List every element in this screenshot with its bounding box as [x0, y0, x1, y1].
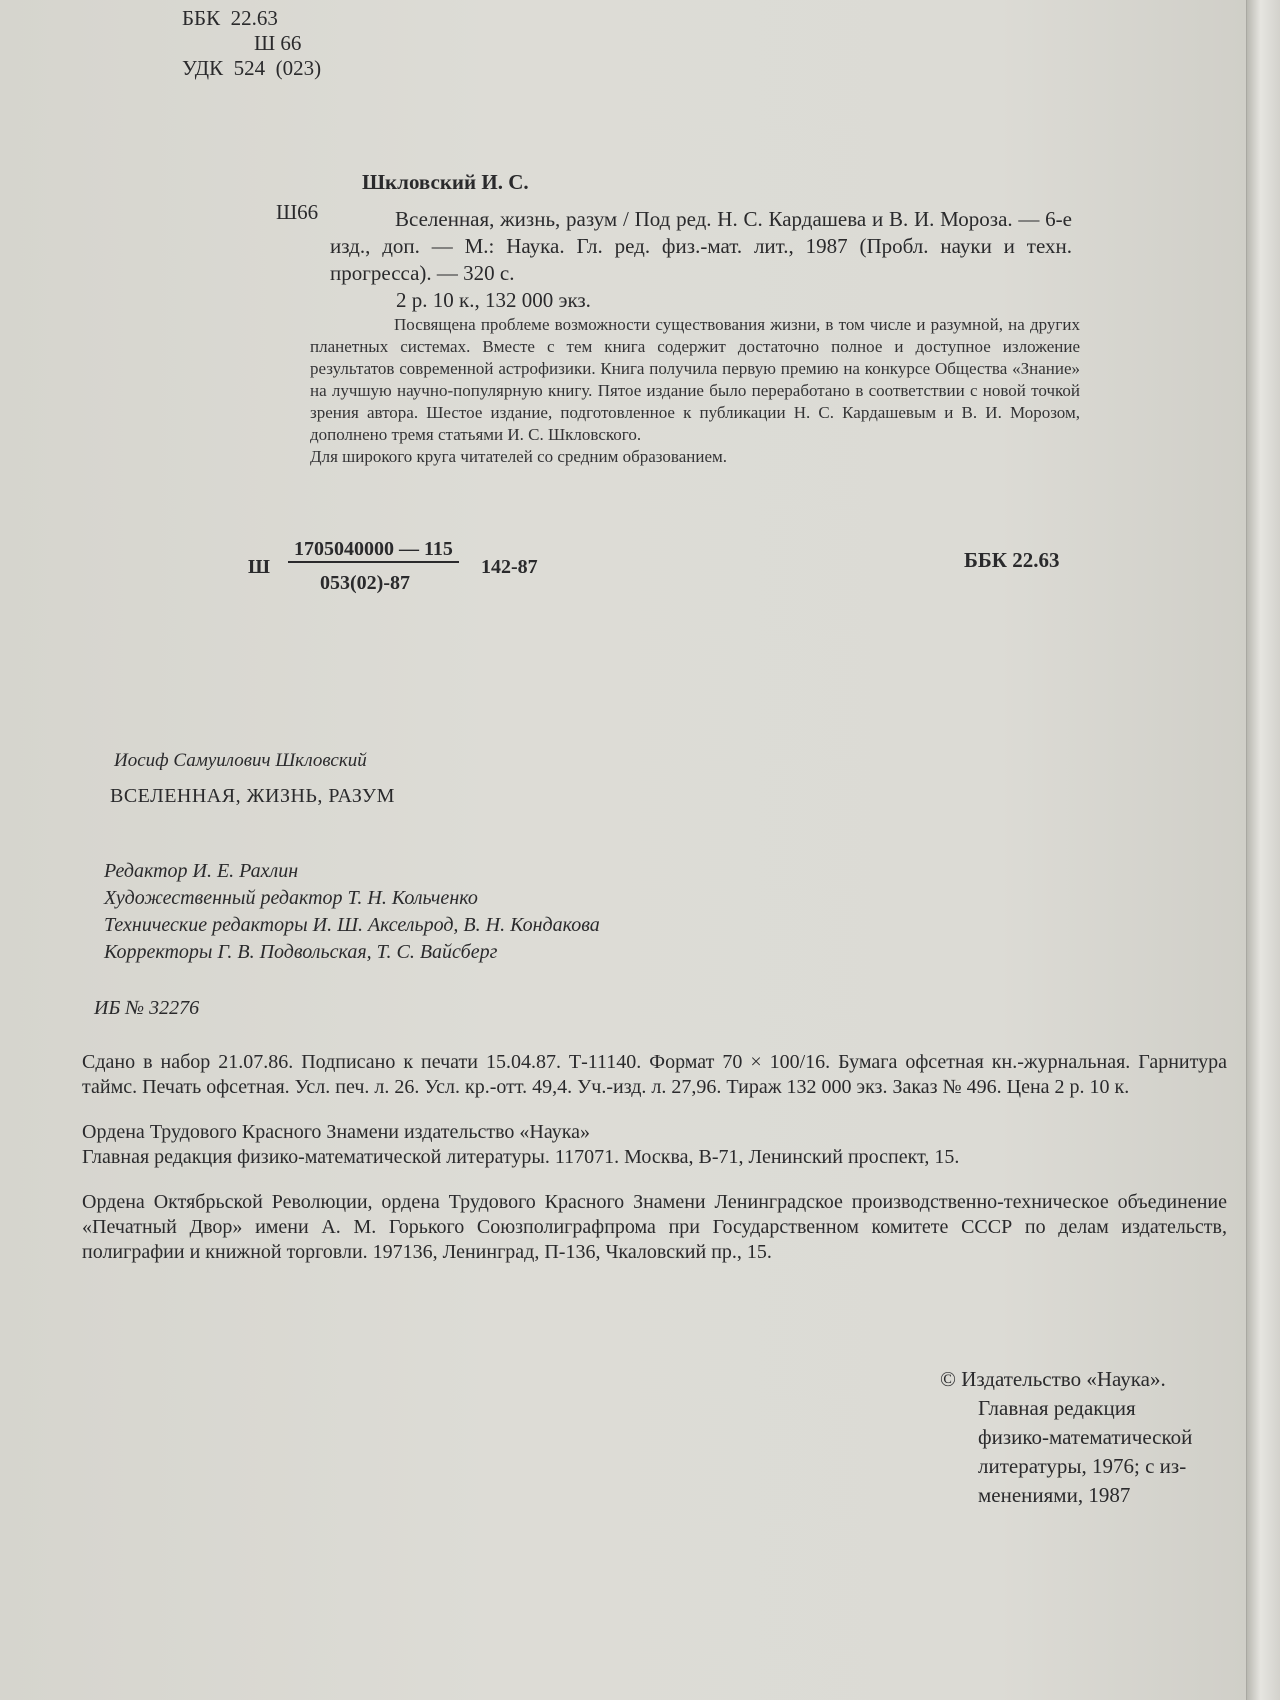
formula-numerator: 1705040000 — 115: [288, 538, 459, 563]
bib-code: Ш66: [276, 200, 319, 224]
formula-letter: Ш: [248, 556, 270, 578]
copyright-line-2: Главная редакция: [978, 1396, 1136, 1420]
proofreaders-line: Корректоры Г. В. Подвольская, Т. С. Вайсберг: [104, 941, 498, 963]
bibliographic-record: [330, 182, 1072, 314]
full-author-name: Иосиф Самуилович Шкловский: [114, 750, 367, 771]
copyright-line-4: литературы, 1976; с из-: [978, 1454, 1187, 1478]
annotation-text: Посвящена проблеме возможности существования жизни, в том числе и разумной, на других планетных системах. Вместе с тем книга содержит достаточно полное и доступное изложение результатов современной астрофизики. Книга получила первую премию на конкурсе Общества «Знание» на лучшую научно-популярную книгу. Пятое издание было переработано в соответствии с новой точкой зрения автора. Шестое издание, подготовленное к публикации Н. С. Кардашевым и В. И. Морозом, дополнено тремя статьями И. С. Шкловского.: [310, 315, 1080, 444]
editorial-staff: [104, 858, 600, 966]
annotation-audience: Для широкого круга читателей со средним образованием.: [310, 447, 727, 466]
publisher-line-2: Главная редакция физико-математической литературы. 117071. Москва, В-71, Ленинский проспект, 15.: [82, 1146, 960, 1168]
bbk-code: ББК 22.63: [182, 6, 278, 30]
ib-number: ИБ № 32276: [94, 997, 200, 1019]
bib-description: Вселенная, жизнь, разум / Под ред. Н. С. Кардашева и В. И. Мороза. — 6-е изд., доп. — М.: Наука. Гл. ред. физ.-мат. лит., 1987 (Пробл. науки и техн. прогресса). — 320 с.: [330, 207, 1072, 285]
printer-details: Ордена Октябрьской Революции, ордена Трудового Красного Знамени Ленинградское производственно-техническое объединение «Печатный Двор» имени А. М. Горького Союзполиграфпрома при Государственном комитете СССР по делам издательств, полиграфии и книжной торговли. 197136, Ленинград, П-136, Чкаловский пр., 15.: [82, 1191, 1227, 1263]
formula-denominator: 053(02)-87: [320, 572, 410, 594]
classification-codes: [182, 6, 321, 81]
publisher-line-1: Ордена Трудового Красного Знамени издательство «Наука»: [82, 1121, 590, 1143]
production-details: Сдано в набор 21.07.86. Подписано к печати 15.04.87. Т-11140. Формат 70 × 100/16. Бумага офсетная кн.-журнальная. Гарнитура таймс. Печать офсетная. Усл. печ. л. 26. Усл. кр.-отт. 49,4. Уч.-изд. л. 27,96. Тираж 132 000 экз. Заказ № 496. Цена 2 р. 10 к.: [82, 1051, 1227, 1098]
bib-author: Шкловский И. С.: [362, 170, 529, 194]
bib-price: 2 р. 10 к., 132 000 экз.: [396, 288, 591, 312]
art-editor-line: Художественный редактор Т. Н. Кольченко: [104, 887, 478, 909]
copyright-line-1: © Издательство «Наука».: [940, 1367, 1166, 1391]
book-title: ВСЕЛЕННАЯ, ЖИЗНЬ, РАЗУМ: [110, 785, 395, 807]
copyright-line-3: физико-математической: [978, 1425, 1193, 1449]
author-mark: Ш 66: [254, 31, 302, 55]
copyright-block: [940, 1365, 1192, 1510]
annotation: [310, 314, 1080, 468]
editor-line: Редактор И. Е. Рахлин: [104, 860, 299, 882]
formula-suffix: 142-87: [481, 556, 538, 578]
tech-editors-line: Технические редакторы И. Ш. Аксельрод, В. Н. Кондакова: [104, 914, 600, 936]
page-edge: [1246, 0, 1280, 1700]
udk-code: УДК 524 (023): [182, 56, 322, 80]
copyright-line-5: менениями, 1987: [978, 1483, 1131, 1507]
bbk-code-bottom: ББК 22.63: [964, 548, 1060, 572]
imprint-block: [82, 1050, 1227, 1265]
